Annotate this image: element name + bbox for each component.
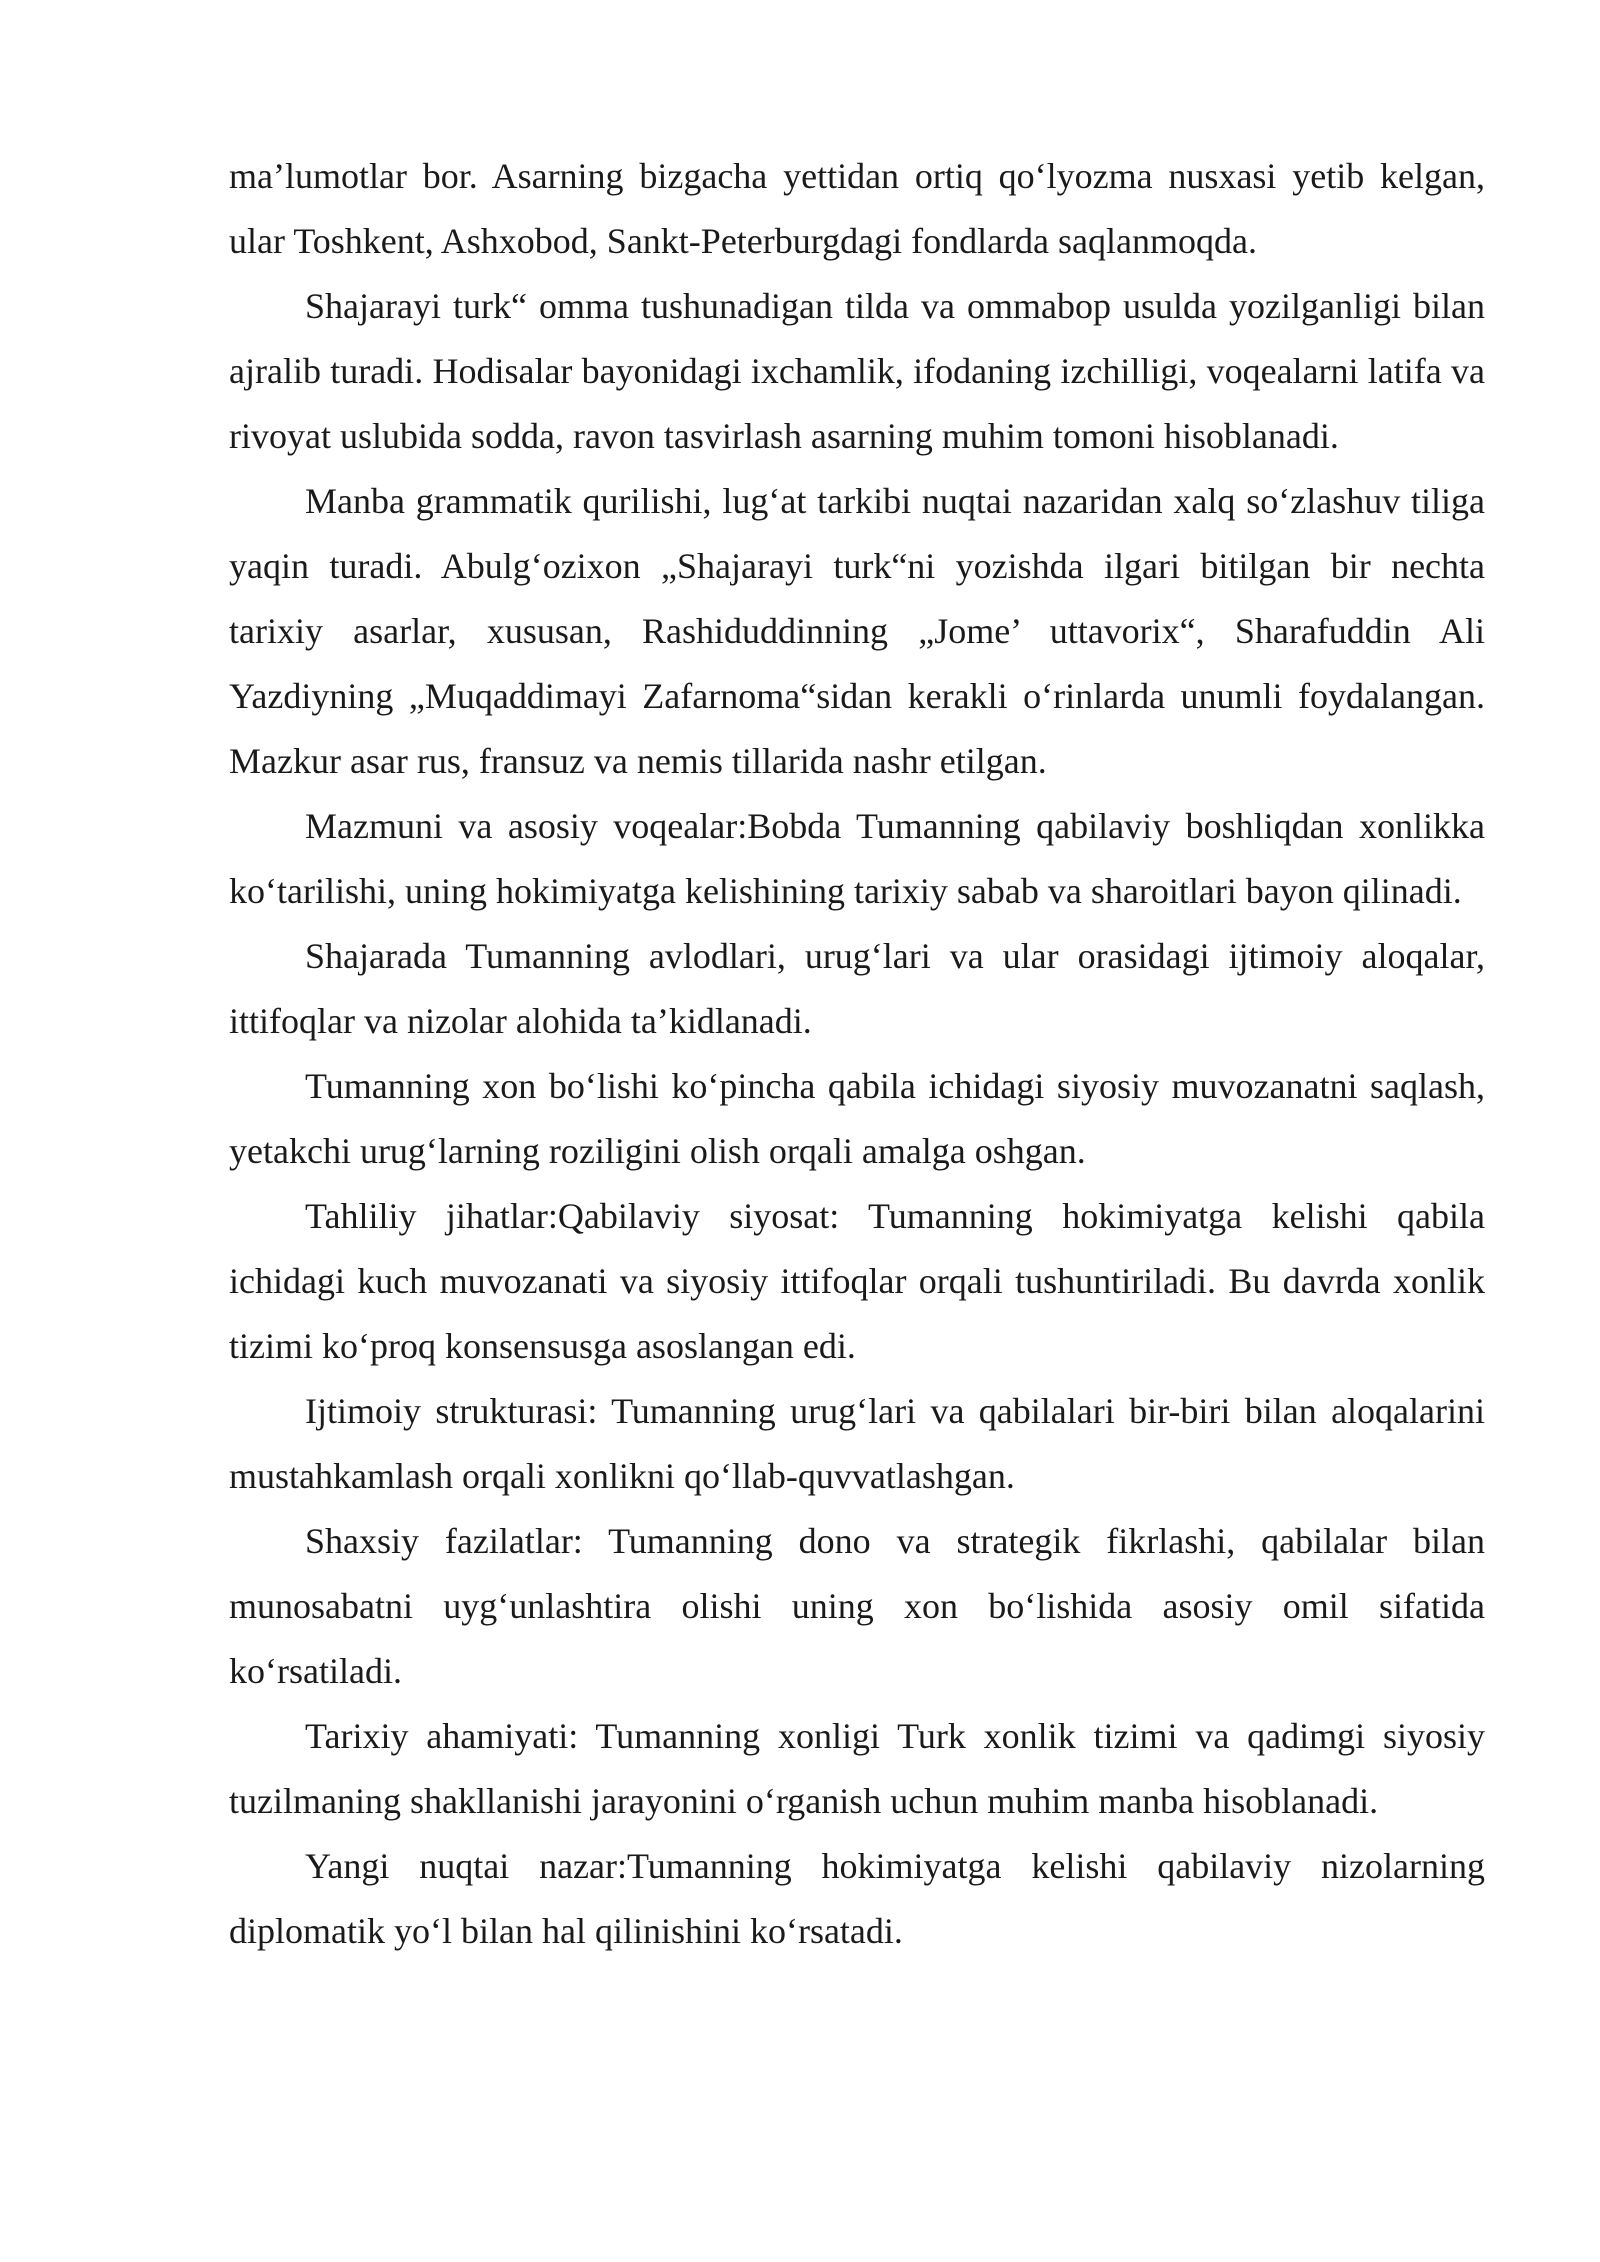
paragraph: Mazmuni va asosiy voqealar:Bobda Tumanning qabilaviy boshliqdan xonlikka ko‘tarilishi, uning hokimiyatga kelishining tarixiy sabab va sharoitlari bayon qilinadi. — [229, 806, 1485, 911]
paragraph: Shaxsiy fazilatlar: Tumanning dono va strategik fikrlashi, qabilalar bilan munosabatni uyg‘unlashtira olishi uning xon bo‘lishida asosiy omil sifatida ko‘rsatiladi. — [229, 1521, 1485, 1691]
paragraph: Shajarayi turk“ omma tushunadigan tilda va ommabop usulda yozilganligi bilan ajralib turadi. Hodisalar bayonidagi ixchamlik, ifodaning izchilligi, voqealarni latifa va rivoyat uslubida sodda, ravon tasvirlash asarning muhim tomoni hisoblanadi. — [229, 286, 1485, 456]
paragraph: Shajarada Tumanning avlodlari, urug‘lari va ular orasidagi ijtimoiy aloqalar, ittifoqlar va nizolar alohida ta’kidlanadi. — [229, 936, 1485, 1041]
paragraph: Tahliliy jihatlar:Qabilaviy siyosat: Tumanning hokimiyatga kelishi qabila ichidagi kuch muvozanati va siyosiy ittifoqlar orqali tushuntiriladi. Bu davrda xonlik tizimi ko‘proq konsensusga asoslangan edi. — [229, 1196, 1485, 1366]
paragraph: Tarixiy ahamiyati: Tumanning xonligi Turk xonlik tizimi va qadimgi siyosiy tuzilmaning shakllanishi jarayonini o‘rganish uchun muhim manba hisoblanadi. — [229, 1716, 1485, 1821]
body-text — [229, 144, 1485, 1964]
paragraph: Ijtimoiy strukturasi: Tumanning urug‘lari va qabilalari bir-biri bilan aloqalarini mustahkamlash orqali xonlikni qo‘llab-quvvatlashgan. — [229, 1391, 1485, 1496]
paragraph: Tumanning xon bo‘lishi ko‘pincha qabila ichidagi siyosiy muvozanatni saqlash, yetakchi urug‘larning roziligini olish orqali amalga oshgan. — [229, 1066, 1485, 1171]
paragraph-continuation: ma’lumotlar bor. Asarning bizgacha yettidan ortiq qo‘lyozma nusxasi yetib kelgan, ular Toshkent, Ashxobod, Sankt-Peterburgdagi fondlarda saqlanmoqda. — [229, 156, 1485, 261]
paragraph: Yangi nuqtai nazar:Tumanning hokimiyatga kelishi qabilaviy nizolarning diplomatik yo‘l bilan hal qilinishini ko‘rsatadi. — [229, 1846, 1485, 1951]
paragraph: Manba grammatik qurilishi, lug‘at tarkibi nuqtai nazaridan xalq so‘zlashuv tiliga yaqin turadi. Abulg‘ozixon „Shajarayi turk“ni yozishda ilgari bitilgan bir nechta tarixiy asarlar, xususan, Rashiduddinning „Jome’ uttavorix“, Sharafuddin Ali Yazdiyning „Muqaddimayi Zafarnoma“sidan kerakli o‘rinlarda unumli foydalangan. Mazkur asar rus, fransuz va nemis tillarida nashr etilgan. — [229, 481, 1485, 781]
